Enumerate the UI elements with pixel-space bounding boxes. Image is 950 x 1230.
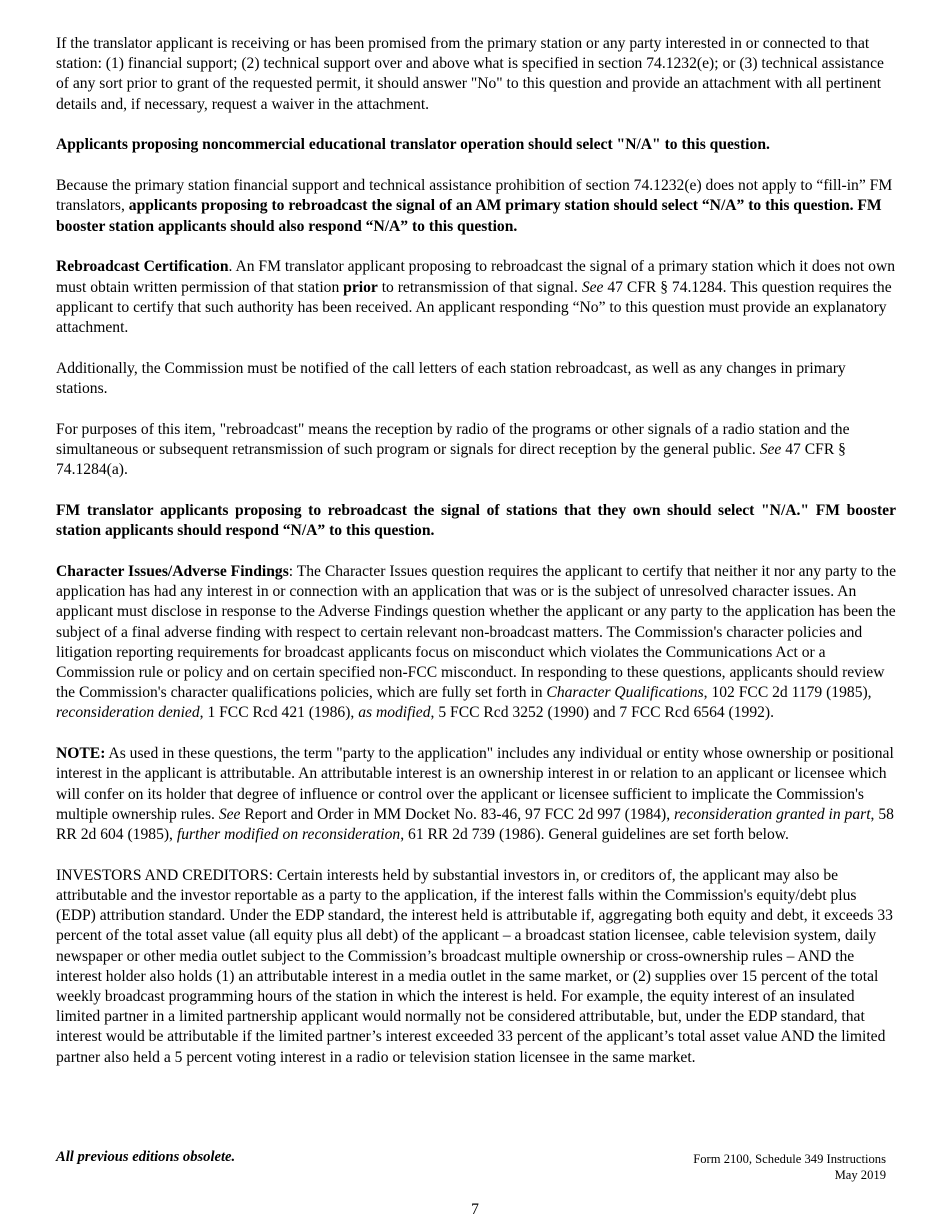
bold-am-primary-na: applicants proposing to rebroadcast the signal of an AM primary station should select “N/A” to this question. FM booster station applicants should also respond “N/A” to this question. — [56, 197, 882, 235]
italic-further-modified: further modified on reconsideration — [176, 826, 401, 844]
paragraph-investors-creditors: INVESTORS AND CREDITORS: Certain interests held by substantial investors in, or creditors of, the applicant may also be attributable and the investor reportable as a party to the application, if the interest falls within the Commission's equity/debt plus (EDP) attribution standard. Under the EDP standard, the interest held is attributable if, aggregating both equity and debt, it exceeds 33 percent of the total asset value (all equity plus all debt) of the applicant – a broadcast station licensee, cable television system, daily newspaper or other media outlet subject to the Commission’s broadcast multiple ownership or cross-ownership rules – AND the interest holder also holds (1) an attributable interest in a media outlet in the same market, or (2) supplies over 15 percent of the total weekly broadcast programming hours of the station in which the interest is held. For example, the equity interest of an insulated limited partner in a limited partnership applicant would normally not be considered attributable, but, under the EDP standard, that interest would be attributable if the limited partner’s interest exceeded 33 percent of the applicant’s total asset value AND the limited partner also held a 5 percent voting interest in a radio or television station licensee in the same market. — [56, 866, 893, 1066]
paragraph-financial-support: If the translator applicant is receiving or has been promised from the primary station or any party interested in or connected to that station: (1) financial support; (2) technical support over and above what is specified in section 74.1232(e); or (3) technical assistance of any sort prior to grant of the requested permit, it should answer "No" to this question and provide an attachment with all pertinent details and, if necessary, request a waiver in the attachment. — [56, 35, 884, 113]
italic-reconsideration-denied: reconsideration denied — [56, 704, 200, 722]
heading-character-issues: Character Issues/Adverse Findings — [56, 563, 289, 581]
italic-see: See — [218, 805, 241, 823]
italic-see: See — [759, 441, 782, 459]
paragraph-rebroadcast-certification: Rebroadcast Certification. An FM translator applicant proposing to rebroadcast the signal of a primary station which it does not own must obtain written permission of that station prior to retransmission of that signal. See 47 CFR § 74.1284. This question requires the applicant to certify that such authority has been received. An applicant responding “No” to this question must provide an explanatory attachment. — [56, 258, 896, 337]
paragraph-call-letters: Additionally, the Commission must be notified of the call letters of each station rebroadcast, as well as any changes in primary stations. — [56, 359, 846, 398]
footer-obsolete-notice: All previous editions obsolete. — [56, 1149, 236, 1165]
paragraph-nce-na: Applicants proposing noncommercial educational translator operation should select "N/A" to this question. — [56, 136, 770, 154]
paragraph-rebroadcast-definition: For purposes of this item, "rebroadcast" means the reception by radio of the programs or other signals of a radio station and the simultaneous or subsequent retransmission of such program or signals for direct reception by the general public. See 47 CFR § 74.1284(a). — [56, 420, 850, 479]
italic-character-qualifications: Character Qualifications — [546, 684, 704, 702]
note-label: NOTE: — [56, 745, 106, 763]
paragraph-own-stations-na: FM translator applicants proposing to rebroadcast the signal of stations that they own should select "N/A." FM booster station applicants should respond “N/A” to this question. — [56, 502, 896, 540]
bold-prior: prior — [343, 278, 378, 296]
page-number: 7 — [471, 1201, 479, 1218]
footer-form-info — [693, 1151, 886, 1183]
paragraph-fill-in-translators: Because the primary station financial support and technical assistance prohibition of section 74.1232(e) does not apply to “fill-in” FM translators, applicants proposing to rebroadcast the signal of an AM primary station should select “N/A” to this question. FM booster station applicants should also respond “N/A” to this question. — [56, 177, 893, 235]
footer-form-date: May 2019 — [834, 1168, 886, 1182]
heading-rebroadcast-certification: Rebroadcast Certification — [56, 258, 229, 276]
document-body — [56, 34, 896, 1088]
italic-see: See — [581, 278, 604, 296]
italic-reconsideration-granted: reconsideration granted in part — [674, 805, 871, 823]
footer-form-name: Form 2100, Schedule 349 Instructions — [693, 1152, 886, 1166]
paragraph-character-issues: Character Issues/Adverse Findings: The Character Issues question requires the applicant to certify that neither it nor any party to the application has had any interest in or connection with an application that was or is the subject of unresolved character issues. An applicant must disclose in response to the Adverse Findings question whether the applicant or any party to the application has been the subject of a final adverse finding with respect to certain relevant non-broadcast matters. The Commission's character policies and litigation reporting requirements for broadcast applicants focus on misconduct which violates the Communications Act or a Commission rule or policy and on certain specified non-FCC misconduct. In responding to these questions, applicants should review the Commission's character qualifications policies, which are fully set forth in Character Qualifications, 102 FCC 2d 1179 (1985), reconsideration denied, 1 FCC Rcd 421 (1986), as modified, 5 FCC Rcd 3252 (1990) and 7 FCC Rcd 6564 (1992). — [56, 563, 897, 722]
paragraph-note-party: NOTE: As used in these questions, the term "party to the application" includes any individual or entity whose ownership or positional interest in the applicant is attributable. An attributable interest is an ownership interest in or relation to an applicant or licensee which will confer on its holder that degree of influence or control over the applicant or licensee sufficient to implicate the Commission's multiple ownership rules. See Report and Order in MM Docket No. 83-46, 97 FCC 2d 997 (1984), reconsideration granted in part, 58 RR 2d 604 (1985), further modified on reconsideration, 61 RR 2d 739 (1986). General guidelines are set forth below. — [56, 745, 894, 844]
italic-as-modified: as modified — [358, 704, 431, 722]
